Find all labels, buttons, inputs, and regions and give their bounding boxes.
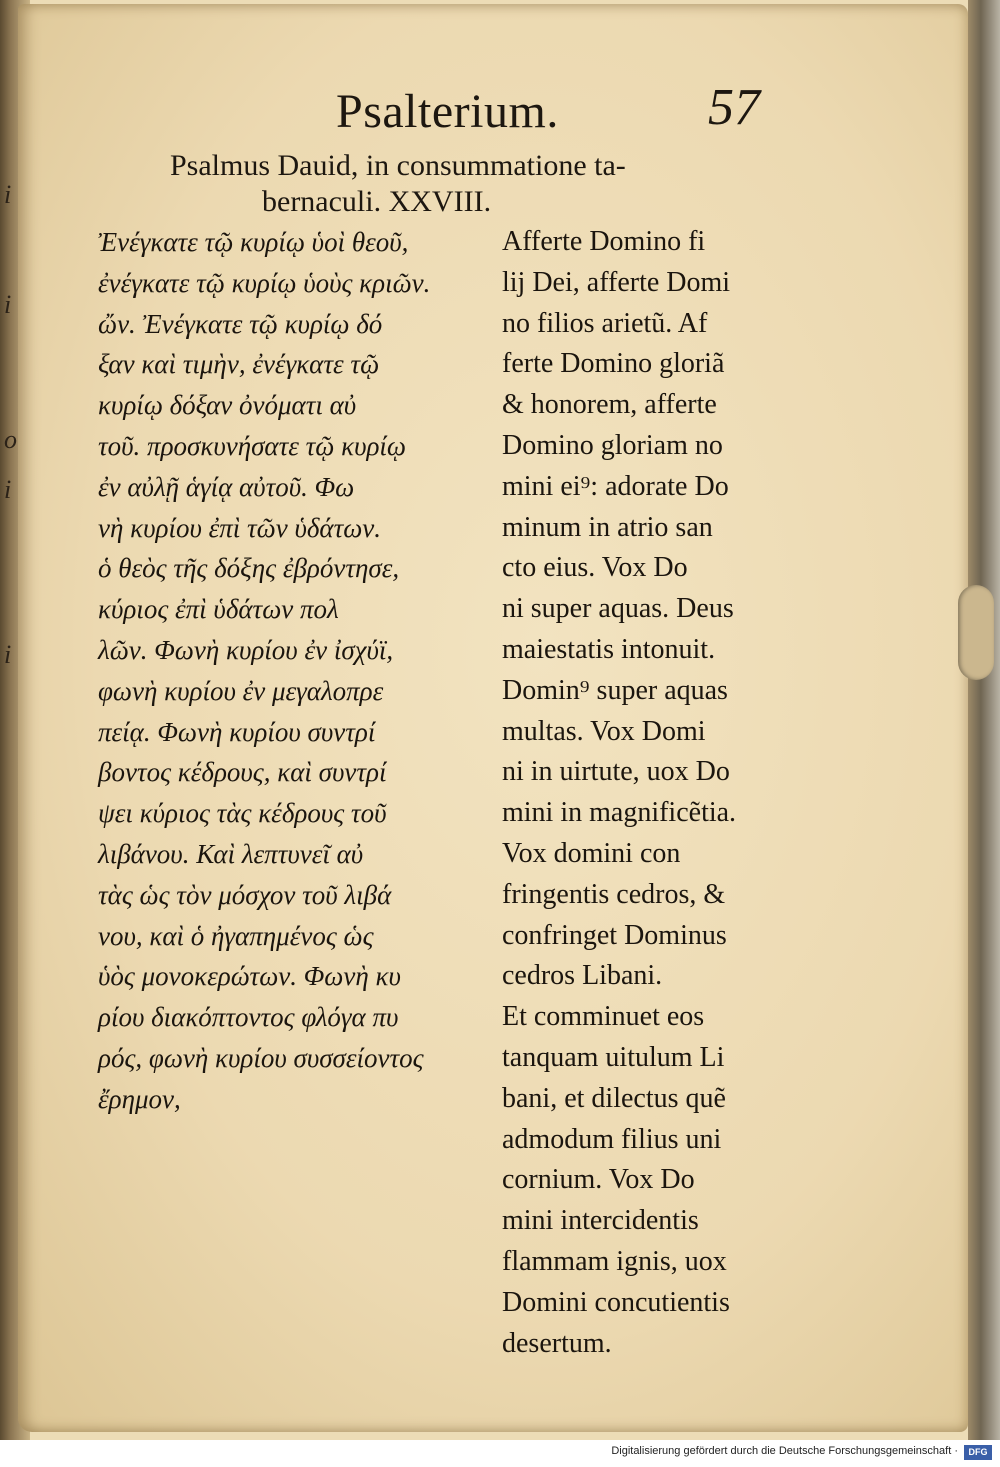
latin-text-line: mini ei⁹: adorate Do <box>502 470 729 502</box>
margin-mark: i <box>4 640 12 669</box>
digitization-credit: Digitalisierung gefördert durch die Deutsche Forschungsgemeinschaft · <box>611 1445 958 1457</box>
latin-text-line: flammam ignis, uox <box>502 1245 727 1277</box>
latin-text-line: & honorem, afferte <box>502 389 717 421</box>
dfg-logo: DFG <box>964 1445 992 1460</box>
greek-text-line: ἐνέγκατε τῷ κυρίῳ ὑοὺς κριῶν. <box>98 267 431 298</box>
book-edge <box>968 0 1000 1440</box>
greek-text-line: ρίου διακόπτοντος φλόγα πυ <box>98 1002 399 1033</box>
latin-text-line: fringentis cedros, & <box>502 878 726 910</box>
greek-text-line: κυρίῳ δόξαν ὀνόματι αὐ <box>98 390 357 421</box>
latin-text-line: lij Dei, afferte Domi <box>502 266 731 298</box>
latin-text-line: Et comminuet eos <box>502 1001 705 1033</box>
greek-text-column <box>98 222 493 1120</box>
latin-text-line: confringet Dominus <box>502 919 727 951</box>
greek-text-line: ἐν αὐλῇ ἁγίᾳ αὐτοῦ. Φω <box>98 471 355 502</box>
greek-text-line: φωνὴ κυρίου ἐν μεγαλοπρε <box>98 675 384 706</box>
greek-text-line: βοντος κέδρους, καὶ συντρί <box>98 757 387 788</box>
greek-text-line: ὁ θεὸς τῆς δόξης ἐβρόντησε, <box>98 553 400 584</box>
greek-text-line: τοῦ. προσκυνήσατε τῷ κυρίῳ <box>98 430 406 461</box>
bookmark-tab <box>958 585 994 680</box>
latin-text-line: admodum filius uni <box>502 1123 722 1155</box>
latin-text-line: cornium. Vox Do <box>502 1164 695 1196</box>
latin-text-line: bani, et dilectus quẽ <box>502 1082 726 1114</box>
latin-text-line: mini in magnificẽtia. <box>502 797 737 829</box>
margin-mark: o <box>4 425 17 454</box>
running-title: Psalterium. <box>336 85 559 138</box>
greek-text-line: νου, καὶ ὁ ἠγαπημένος ὡς <box>98 920 374 951</box>
footer-bar <box>0 1440 1000 1467</box>
greek-text-line: νὴ κυρίου ἐπὶ τῶν ὑδάτων. <box>98 512 382 543</box>
latin-text-line: Domino gloriam no <box>502 429 723 461</box>
greek-text-line: λῶν. Φωνὴ κυρίου ἐν ἰσχύϊ, <box>98 634 394 665</box>
latin-text-line: ni in uirtute, uox Do <box>502 756 730 788</box>
psalm-heading-line: bernaculi. XXVIII. <box>262 185 492 218</box>
latin-text-line: no filios arietũ. Af <box>502 307 708 339</box>
greek-text-line: ὤν. Ἐνέγκατε τῷ κυρίῳ δό <box>98 308 383 339</box>
greek-text-line: ἔρημον, <box>98 1083 181 1114</box>
latin-text-line: multas. Vox Domi <box>502 715 706 747</box>
latin-text-column <box>502 222 792 1364</box>
latin-text-line: tanquam uitulum Li <box>502 1041 725 1073</box>
greek-text-line: κύριος ἐπὶ ὑδάτων πολ <box>98 594 339 625</box>
latin-text-line: cto eius. Vox Do <box>502 552 688 584</box>
latin-text-line: Domin⁹ super aquas <box>502 674 728 706</box>
page-number: 57 <box>708 79 760 136</box>
latin-text-line: minum in atrio san <box>502 511 713 543</box>
greek-text-line: λιβάνου. Καὶ λεπτυνεῖ αὐ <box>98 838 364 869</box>
greek-text-line: Ἐνέγκατε τῷ κυρίῳ ὑοὶ θεοῦ, <box>98 227 409 257</box>
margin-mark: i <box>4 290 12 319</box>
greek-text-line: πείᾳ. Φωνὴ κυρίου συντρί <box>98 716 376 747</box>
margin-mark: i <box>4 180 12 209</box>
greek-text-line: τὰς ὡς τὸν μόσχον τοῦ λιβά <box>98 879 392 910</box>
psalm-heading <box>170 148 710 220</box>
latin-text-line: ferte Domino gloriã <box>502 348 725 380</box>
latin-text-line: cedros Libani. <box>502 960 663 992</box>
greek-text-line: ψει κύριος τὰς κέδρους τοῦ <box>98 798 387 829</box>
latin-text-line: ni super aquas. Deus <box>502 593 734 625</box>
latin-text-line: desertum. <box>502 1327 612 1359</box>
latin-text-line: Domini concutientis <box>502 1286 730 1318</box>
latin-text-line: Vox domini con <box>502 837 681 869</box>
greek-text-line: ρός, φωνὴ κυρίου συσσείοντος <box>98 1042 424 1073</box>
latin-text-line: mini intercidentis <box>502 1205 699 1237</box>
latin-text-line: maiestatis intonuit. <box>502 633 716 665</box>
latin-text-line: Afferte Domino fi <box>502 226 706 257</box>
greek-text-line: ὑὸς μονοκερώτων. Φωνὴ κυ <box>98 961 401 992</box>
margin-mark: i <box>4 475 12 504</box>
greek-text-line: ξαν καὶ τιμὴν, ἐνέγκατε τῷ <box>98 349 380 380</box>
psalm-heading-line: Psalmus Dauid, in consummatione ta- <box>170 149 626 182</box>
